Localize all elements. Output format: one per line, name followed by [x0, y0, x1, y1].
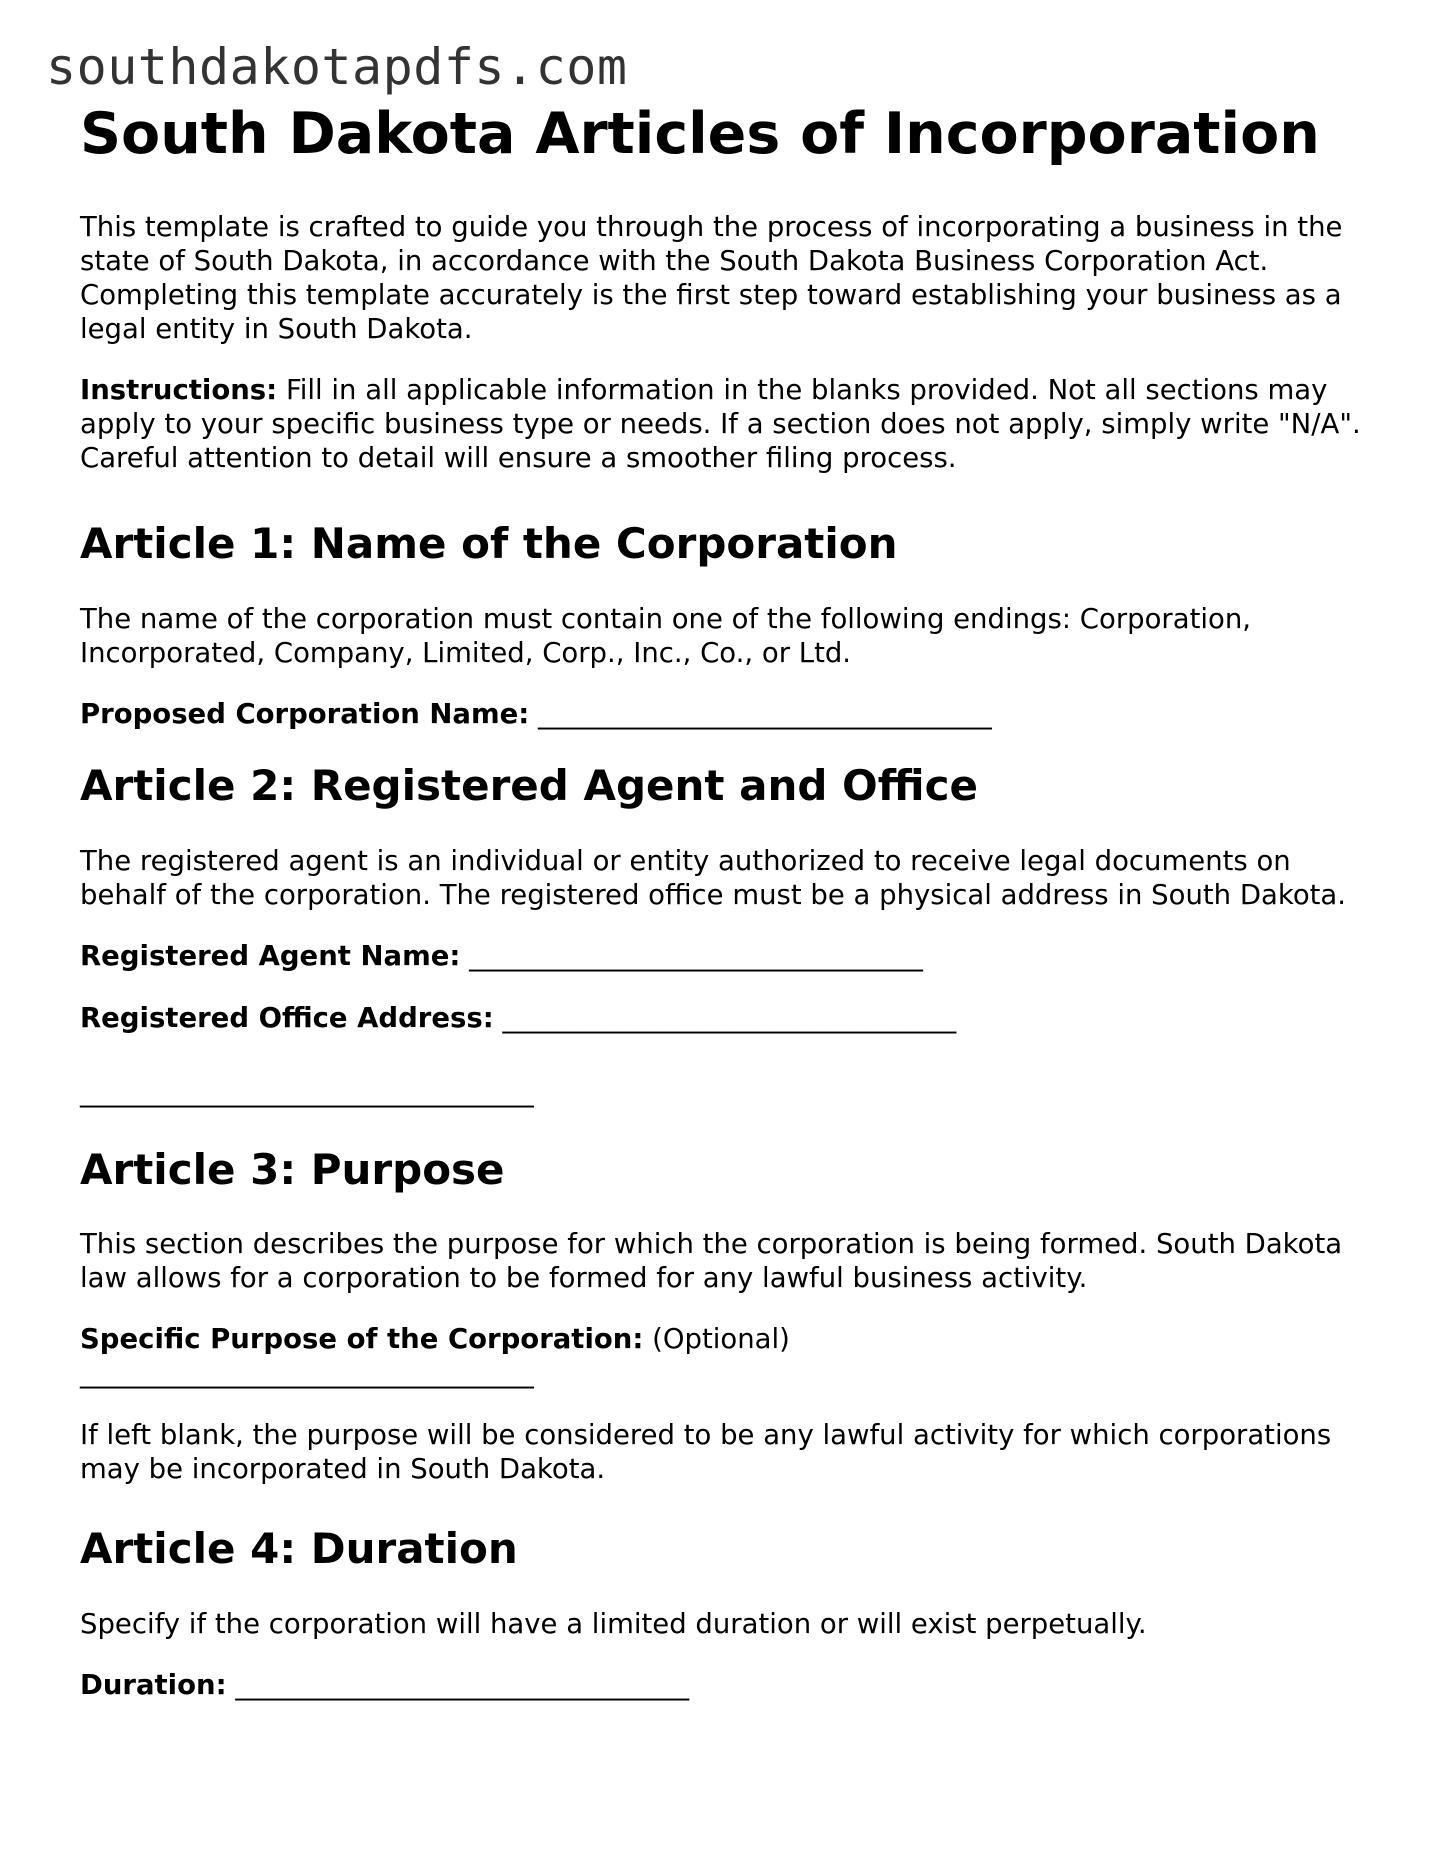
purpose-field[interactable] [80, 1322, 1370, 1356]
registered-office-blank-2[interactable]: _________________________________ [80, 1075, 534, 1108]
corporation-name-field[interactable] [80, 697, 1370, 731]
registered-office-blank-line-2[interactable] [80, 1075, 1370, 1109]
registered-office-label: Registered Office Address: [80, 1001, 494, 1034]
registered-agent-field[interactable] [80, 939, 1370, 973]
instructions-label: Instructions: [80, 374, 278, 407]
corporation-name-blank[interactable]: _________________________________ [538, 697, 992, 730]
intro-paragraph: This template is crafted to guide you through the process of incorporating a business in the state of South Dakota, in accordance with the South Dakota Business Corporation Act. Completing this template accurately is the first step toward establishing your business as a legal entity in South Dakota. [80, 211, 1343, 346]
document-body [80, 100, 1370, 1730]
purpose-blank-line[interactable] [80, 1356, 1370, 1390]
purpose-blank[interactable]: _________________________________ [80, 1357, 534, 1390]
duration-blank[interactable]: _________________________________ [235, 1668, 690, 1701]
registered-office-field[interactable] [80, 1001, 1370, 1035]
article-1-heading: Article 1: Name of the Corporation [80, 519, 898, 569]
site-watermark: southdakotapdfs.com [46, 38, 628, 96]
article-3-text: This section describes the purpose for which the corporation is being formed. South Dakota law allows for a corporation to be formed for any lawful business activity. [80, 1228, 1343, 1295]
duration-field[interactable] [80, 1668, 1370, 1702]
registered-agent-label: Registered Agent Name: [80, 939, 461, 972]
article-1-text: The name of the corporation must contain one of the following endings: Corporation, Incorporated, Company, Limited, Corp., Inc., Co., or Ltd. [80, 602, 1251, 669]
instructions-text: Fill in all applicable information in the blanks provided. Not all sections may apply to your specific business type or needs. If a section does not apply, simply write "N/A". Careful attention to detail will ensure a smoother filing process. [80, 374, 1361, 475]
page-title: South Dakota Articles of Incorporation [80, 101, 1320, 167]
article-4-text: Specify if the corporation will have a limited duration or will exist perpetually. [80, 1607, 1147, 1640]
article-3-heading: Article 3: Purpose [80, 1144, 505, 1194]
duration-label: Duration: [80, 1668, 227, 1701]
article-4-heading: Article 4: Duration [80, 1524, 518, 1574]
registered-agent-blank[interactable]: _________________________________ [469, 939, 923, 972]
corporation-name-label: Proposed Corporation Name: [80, 697, 530, 730]
article-2-heading: Article 2: Registered Agent and Office [80, 760, 978, 810]
purpose-footnote: If left blank, the purpose will be considered to be any lawful activity for which corporations may be incorporated in South Dakota. [80, 1419, 1332, 1486]
purpose-label: Specific Purpose of the Corporation: [80, 1323, 644, 1356]
purpose-optional-note: (Optional) [652, 1323, 790, 1356]
article-2-text: The registered agent is an individual or entity authorized to receive legal documents on behalf of the corporation. The registered office must be a physical address in South Dakota. [80, 844, 1347, 911]
instructions-paragraph [80, 373, 1370, 475]
registered-office-blank[interactable]: _________________________________ [502, 1001, 957, 1034]
